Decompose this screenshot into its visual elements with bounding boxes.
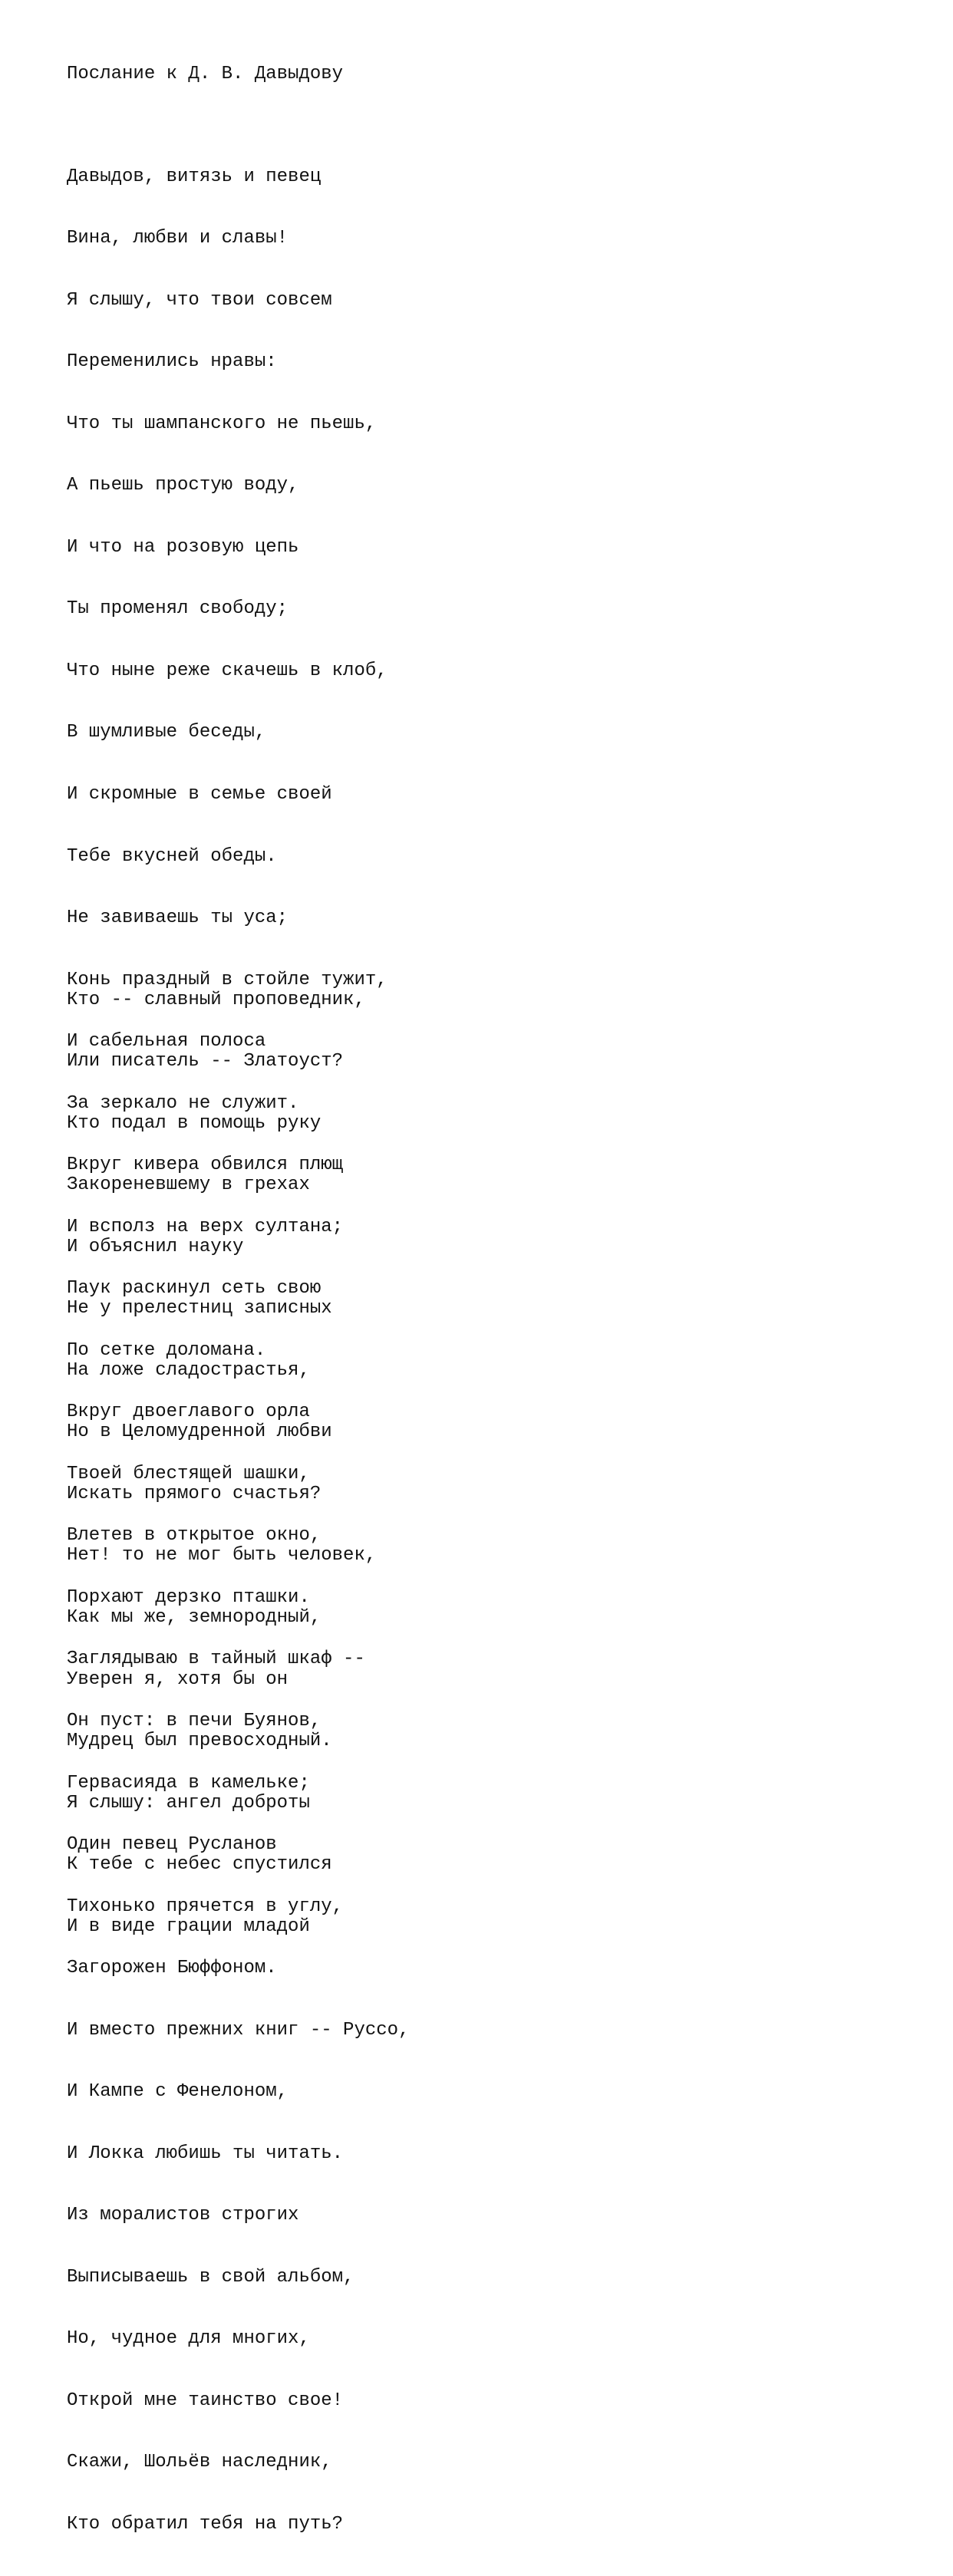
poem-line: Не завиваешь ты уса;: [67, 908, 289, 929]
poem-line: Я слышу: ангел доброты: [67, 1792, 310, 1813]
poem-line: Кто обратил тебя на путь?: [67, 2513, 344, 2535]
poem-line: И Локка любишь ты читать.: [67, 2143, 344, 2164]
poem-line: Заглядываю в тайный шкаф --: [67, 1649, 365, 1670]
poem-line: Тебе вкусней обеды.: [67, 845, 277, 867]
poem-line: Вина, любви и славы!: [67, 228, 289, 249]
poem-line: Влетев в открытое окно,: [67, 1525, 322, 1547]
poem-line: Но в Целомудренной любви: [67, 1421, 332, 1443]
poem-line: Мудрец был превосходный.: [67, 1731, 332, 1752]
poem-line: Что ныне реже скачешь в клоб,: [67, 660, 387, 681]
poem-line: И Кампе с Фенелоном,: [67, 2081, 289, 2103]
poem-line: Уверен я, хотя бы он: [67, 1668, 289, 1690]
poem-line: Конь праздный в стойле тужит,: [67, 969, 387, 990]
poem-line: Скажи, Шольёв наследник,: [67, 2452, 332, 2473]
poem-line: Кто подал в помощь руку: [67, 1112, 322, 1134]
poem-line: Паук раскинул сеть свою: [67, 1278, 322, 1300]
poem-line: И всполз на верх султана;: [67, 1216, 344, 1237]
poem-line: И объяснил науку: [67, 1236, 244, 1257]
poem-line: Выписываешь в свой альбом,: [67, 2266, 354, 2288]
poem-line: Вкруг кивера обвился плющ: [67, 1155, 344, 1176]
poem-line: Давыдов, витязь и певец: [67, 166, 322, 187]
poem-line: Не у прелестниц записных: [67, 1298, 332, 1319]
poem-line: По сетке доломана.: [67, 1339, 266, 1361]
poem-line: Вкруг двоеглавого орла: [67, 1402, 310, 1423]
poem-line: За зеркало не служит.: [67, 1092, 299, 1114]
poem-line: Искать прямого счастья?: [67, 1483, 322, 1504]
poem-line: Закоренeвшему в грехах: [67, 1174, 310, 1196]
poem-line: Один певец Русланов: [67, 1834, 277, 1856]
poem-line: А пьешь простую воду,: [67, 475, 299, 496]
poem-line: Гервасияда в камельке;: [67, 1772, 310, 1794]
stanza-2: [67, 949, 376, 1978]
poem-line: Из моралистов строгих: [67, 2205, 299, 2226]
poem-line: Или писатель -- Златоуст?: [67, 1051, 344, 1072]
poem-line: И сабельная полоса: [67, 1031, 266, 1052]
poem-line: Твоей блестящей шашки,: [67, 1463, 310, 1484]
poem-line: Тихонько прячется в углу,: [67, 1896, 344, 1917]
poem-line: Ты променял свободу;: [67, 598, 289, 620]
poem-line: На ложе сладострастья,: [67, 1359, 310, 1381]
poem-line: Открой мне таинство свое!: [67, 2390, 344, 2411]
poem-line: Загорожен Бюффоном.: [67, 1958, 277, 1979]
poem-line: Но, чудное для многих,: [67, 2328, 310, 2350]
poem-line: Что ты шампанского не пьешь,: [67, 413, 377, 434]
document-title: Послание к Д. В. Давыдову: [67, 64, 344, 84]
poem-line: Нет! то не мог быть человек,: [67, 1545, 377, 1566]
poem-line: Кто -- славный проповедник,: [67, 989, 365, 1010]
poem-line: В шумливые беседы,: [67, 722, 266, 743]
poem-line: И в виде грации младой: [67, 1916, 310, 1937]
poem-line: Переменились нравы:: [67, 351, 277, 373]
poem-line: И скромные в семье своей: [67, 784, 332, 805]
poem-line: Он пуст: в печи Буянов,: [67, 1710, 322, 1731]
poem-line: И что на розовую цепь: [67, 536, 299, 558]
poem-line: Порхают дерзко пташки.: [67, 1586, 310, 1608]
poem-line: Как мы же, земнородный,: [67, 1607, 322, 1628]
poem-line: И вместо прежних книг -- Руссо,: [67, 2019, 410, 2041]
poem-line: К тебе с небес спустился: [67, 1854, 332, 1876]
poem-line: Я слышу, что твои совсем: [67, 289, 332, 311]
